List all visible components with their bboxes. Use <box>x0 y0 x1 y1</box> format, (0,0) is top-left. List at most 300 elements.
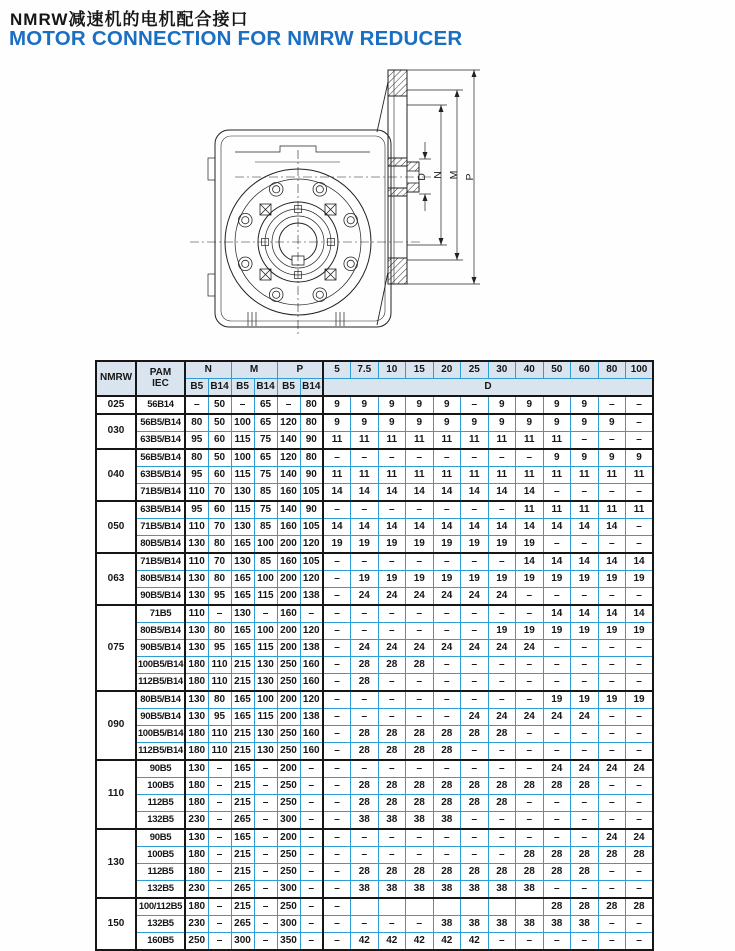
header-ratio: 60 <box>571 361 599 379</box>
table-cell: – <box>626 812 654 830</box>
table-cell: 24 <box>488 640 516 657</box>
table-cell: – <box>300 933 323 951</box>
table-row <box>96 571 653 588</box>
table-cell: 19 <box>626 691 654 709</box>
table-cell: – <box>208 881 231 899</box>
table-cell: 28 <box>406 743 434 761</box>
table-cell: – <box>378 623 406 640</box>
table-cell: 19 <box>351 536 379 554</box>
table-cell: 130 <box>231 484 254 502</box>
table-cell: 19 <box>598 623 626 640</box>
table-cell: 9 <box>543 449 571 467</box>
table-cell: 300 <box>277 881 300 899</box>
table-cell: 11 <box>323 467 351 484</box>
table-cell: 28 <box>461 795 489 812</box>
table-cell: 11 <box>543 432 571 450</box>
table-cell: 160 <box>300 726 323 743</box>
table-cell: – <box>626 674 654 692</box>
table-cell: – <box>543 588 571 606</box>
header-ratio: 10 <box>378 361 406 379</box>
table-cell <box>433 898 461 916</box>
table-cell: – <box>208 760 231 778</box>
pam-cell: 90B5 <box>136 760 185 778</box>
table-cell: – <box>461 623 489 640</box>
table-cell: – <box>254 795 277 812</box>
table-cell: 28 <box>461 726 489 743</box>
table-cell: 14 <box>543 519 571 536</box>
table-cell: 14 <box>461 484 489 502</box>
table-cell: 130 <box>185 760 208 778</box>
pam-cell: 80B5/B14 <box>136 691 185 709</box>
pam-cell: 63B5/B14 <box>136 467 185 484</box>
table-cell: 165 <box>231 829 254 847</box>
table-cell: – <box>626 743 654 761</box>
table-cell: 14 <box>378 484 406 502</box>
table-cell: 24 <box>543 709 571 726</box>
table-cell: 120 <box>300 691 323 709</box>
table-cell: 120 <box>300 571 323 588</box>
group-nmrw: 050 <box>96 501 136 553</box>
pam-cell: 63B5/B14 <box>136 501 185 519</box>
table-cell: 11 <box>406 432 434 450</box>
table-cell: 9 <box>516 396 544 414</box>
table-cell: 28 <box>488 778 516 795</box>
table-cell: – <box>433 605 461 623</box>
table-cell: 24 <box>433 640 461 657</box>
table-cell: 38 <box>351 881 379 899</box>
table-cell: 19 <box>351 571 379 588</box>
dim-label-m: M <box>448 170 460 180</box>
table-cell: 9 <box>433 414 461 432</box>
table-cell: – <box>598 432 626 450</box>
table-cell: 230 <box>185 881 208 899</box>
table-cell: – <box>461 501 489 519</box>
table-cell: 28 <box>406 795 434 812</box>
table-cell: 200 <box>277 588 300 606</box>
table-cell: – <box>378 691 406 709</box>
table-cell: – <box>254 933 277 951</box>
table-cell: 19 <box>461 571 489 588</box>
table-cell: – <box>323 657 351 674</box>
table-cell: – <box>351 829 379 847</box>
table-cell: 95 <box>185 432 208 450</box>
table-cell: – <box>378 449 406 467</box>
table-cell: 38 <box>516 916 544 933</box>
table-cell: 80 <box>208 623 231 640</box>
table-cell <box>516 898 544 916</box>
table-cell: – <box>626 588 654 606</box>
table-cell: – <box>516 743 544 761</box>
table-cell: 130 <box>185 829 208 847</box>
table-cell: 28 <box>351 657 379 674</box>
table-cell: – <box>516 605 544 623</box>
table-cell: 115 <box>254 588 277 606</box>
page-title-en: MOTOR CONNECTION FOR NMRW REDUCER <box>9 27 463 50</box>
table-cell: 130 <box>231 553 254 571</box>
table-cell: 70 <box>208 484 231 502</box>
table-cell: 14 <box>488 519 516 536</box>
table-cell: – <box>626 657 654 674</box>
table-cell: 180 <box>185 847 208 864</box>
table-cell: 180 <box>185 778 208 795</box>
table-row <box>96 536 653 554</box>
table-cell: 14 <box>323 519 351 536</box>
table-cell: 9 <box>351 396 379 414</box>
table-cell: 115 <box>231 432 254 450</box>
table-cell: 14 <box>516 519 544 536</box>
table-cell: 11 <box>323 432 351 450</box>
table-cell: 19 <box>516 623 544 640</box>
table-cell: – <box>598 640 626 657</box>
table-cell: 200 <box>277 829 300 847</box>
table-cell: – <box>351 691 379 709</box>
table-cell: 120 <box>300 536 323 554</box>
table-cell: 160 <box>300 743 323 761</box>
table-cell: 28 <box>378 864 406 881</box>
pam-cell: 132B5 <box>136 916 185 933</box>
table-cell: – <box>378 829 406 847</box>
table-cell: 28 <box>543 864 571 881</box>
table-cell: – <box>406 916 434 933</box>
table-cell: 14 <box>433 484 461 502</box>
table-cell: 100 <box>231 449 254 467</box>
table-cell: 11 <box>488 432 516 450</box>
table-cell: 14 <box>598 553 626 571</box>
table-cell: 50 <box>208 396 231 414</box>
table-cell: – <box>598 812 626 830</box>
table-cell: 38 <box>406 881 434 899</box>
table-cell: – <box>626 933 654 951</box>
table-cell: – <box>208 933 231 951</box>
table-cell: 180 <box>185 743 208 761</box>
table-cell: 95 <box>208 588 231 606</box>
table-cell: – <box>571 933 599 951</box>
table-cell: 9 <box>406 414 434 432</box>
table-cell: 24 <box>516 640 544 657</box>
table-cell: – <box>254 898 277 916</box>
table-cell: – <box>208 898 231 916</box>
table-row <box>96 691 653 709</box>
table-cell: – <box>488 501 516 519</box>
table-cell: 9 <box>488 414 516 432</box>
header-ratio: 20 <box>433 361 461 379</box>
table-cell: 110 <box>208 743 231 761</box>
table-cell: – <box>571 726 599 743</box>
table-cell: 9 <box>323 396 351 414</box>
table-cell: – <box>254 847 277 864</box>
table-cell: 19 <box>543 571 571 588</box>
table-cell: – <box>300 760 323 778</box>
table-cell: 9 <box>351 414 379 432</box>
table-cell: 19 <box>543 623 571 640</box>
table-cell: 215 <box>231 778 254 795</box>
table-cell: – <box>516 726 544 743</box>
header-subcol: B14 <box>300 379 323 397</box>
table-cell: – <box>516 449 544 467</box>
table-cell: 24 <box>406 640 434 657</box>
table-cell: 105 <box>300 519 323 536</box>
table-cell: 130 <box>254 674 277 692</box>
table-cell: 11 <box>543 467 571 484</box>
pam-cell: 132B5 <box>136 812 185 830</box>
table-cell: 130 <box>185 691 208 709</box>
table-cell: 24 <box>626 760 654 778</box>
table-cell: 11 <box>571 501 599 519</box>
table-cell: – <box>543 881 571 899</box>
pam-cell: 90B5/B14 <box>136 588 185 606</box>
table-cell: 130 <box>254 657 277 674</box>
table-cell: 38 <box>461 916 489 933</box>
table-cell: – <box>323 640 351 657</box>
table-cell: – <box>488 760 516 778</box>
table-cell: 28 <box>543 847 571 864</box>
table-cell: 28 <box>406 864 434 881</box>
table-cell: – <box>323 795 351 812</box>
table-row <box>96 484 653 502</box>
table-cell: – <box>598 484 626 502</box>
table-cell: 80 <box>185 449 208 467</box>
table-cell: 200 <box>277 623 300 640</box>
table-cell: – <box>351 553 379 571</box>
table-cell: 215 <box>231 674 254 692</box>
table-cell: – <box>208 864 231 881</box>
header-subcol: B5 <box>277 379 300 397</box>
table-cell: 38 <box>433 916 461 933</box>
table-cell: – <box>543 829 571 847</box>
table-cell: 90 <box>300 467 323 484</box>
page-title-cn: NMRW减速机的电机配合接口 <box>10 10 249 29</box>
table-cell: – <box>208 916 231 933</box>
table-cell: – <box>626 726 654 743</box>
table-cell: 120 <box>300 623 323 640</box>
table-cell: 165 <box>231 640 254 657</box>
reducer-technical-drawing <box>180 62 510 362</box>
table-cell: – <box>433 553 461 571</box>
table-cell: 9 <box>598 449 626 467</box>
table-cell: – <box>433 691 461 709</box>
table-cell: 28 <box>516 847 544 864</box>
table-cell: 28 <box>488 726 516 743</box>
table-cell: – <box>571 432 599 450</box>
table-cell: 110 <box>185 605 208 623</box>
table-cell: 138 <box>300 640 323 657</box>
table-cell: 9 <box>543 414 571 432</box>
table-cell: 11 <box>626 501 654 519</box>
table-cell: 120 <box>277 414 300 432</box>
table-cell: – <box>433 623 461 640</box>
table-cell: 180 <box>185 864 208 881</box>
table-cell: – <box>323 847 351 864</box>
table-cell: 60 <box>208 432 231 450</box>
table-cell: 28 <box>351 726 379 743</box>
table-cell: – <box>461 847 489 864</box>
header-subcol: B5 <box>185 379 208 397</box>
table-cell: 24 <box>571 709 599 726</box>
table-cell: – <box>598 743 626 761</box>
table-header <box>96 361 653 396</box>
table-row <box>96 396 653 414</box>
table-cell: 24 <box>598 760 626 778</box>
table-cell: 19 <box>378 571 406 588</box>
table-cell: 28 <box>461 778 489 795</box>
table-cell: 130 <box>185 571 208 588</box>
table-cell: 50 <box>208 449 231 467</box>
table-cell: – <box>598 864 626 881</box>
table-cell: 28 <box>571 847 599 864</box>
table-cell: – <box>461 743 489 761</box>
table-cell: 24 <box>378 640 406 657</box>
table-cell: – <box>300 605 323 623</box>
table-cell: 250 <box>277 778 300 795</box>
table-cell: – <box>543 743 571 761</box>
table-cell: – <box>351 623 379 640</box>
table-cell: 110 <box>208 674 231 692</box>
table-cell: 28 <box>543 778 571 795</box>
table-cell: – <box>300 778 323 795</box>
table-cell: 14 <box>378 519 406 536</box>
pam-cell: 90B5/B14 <box>136 709 185 726</box>
table-cell: 11 <box>516 501 544 519</box>
table-cell: 11 <box>461 467 489 484</box>
table-cell: – <box>351 501 379 519</box>
table-cell: 165 <box>231 588 254 606</box>
table-cell: – <box>488 449 516 467</box>
pam-cell: 112B5 <box>136 795 185 812</box>
table-cell: 100 <box>254 691 277 709</box>
table-cell: 200 <box>277 760 300 778</box>
table-cell: – <box>516 829 544 847</box>
table-cell: 24 <box>598 829 626 847</box>
table-cell: – <box>598 795 626 812</box>
pam-cell: 71B5/B14 <box>136 484 185 502</box>
table-cell: 42 <box>406 933 434 951</box>
table-cell: – <box>351 709 379 726</box>
table-cell: 11 <box>461 432 489 450</box>
pam-cell: 100B5/B14 <box>136 657 185 674</box>
table-cell: 180 <box>185 674 208 692</box>
table-cell: – <box>208 795 231 812</box>
table-cell <box>406 898 434 916</box>
table-cell: 180 <box>185 898 208 916</box>
table-cell: 250 <box>277 743 300 761</box>
table-row <box>96 623 653 640</box>
table-cell: 138 <box>300 588 323 606</box>
table-row <box>96 864 653 881</box>
pam-cell: 80B5/B14 <box>136 536 185 554</box>
table-cell: – <box>461 605 489 623</box>
table-cell: – <box>543 726 571 743</box>
table-cell: 28 <box>351 795 379 812</box>
table-cell: – <box>516 795 544 812</box>
group-nmrw: 063 <box>96 553 136 605</box>
table-cell: 11 <box>626 467 654 484</box>
pam-cell: 100B5/B14 <box>136 726 185 743</box>
table-cell: 19 <box>488 536 516 554</box>
table-cell: – <box>461 829 489 847</box>
table-cell: 28 <box>433 726 461 743</box>
table-cell: 19 <box>571 571 599 588</box>
table-cell: 115 <box>231 501 254 519</box>
table-cell: 250 <box>277 657 300 674</box>
table-cell: 19 <box>598 571 626 588</box>
table-cell: – <box>488 933 516 951</box>
table-cell: 11 <box>598 501 626 519</box>
table-cell: – <box>323 553 351 571</box>
table-cell: – <box>254 605 277 623</box>
table-cell: 105 <box>300 484 323 502</box>
table-body <box>96 396 653 950</box>
table-cell: 215 <box>231 726 254 743</box>
table-row <box>96 726 653 743</box>
table-cell: 250 <box>277 864 300 881</box>
table-row <box>96 829 653 847</box>
table-cell: – <box>516 760 544 778</box>
table-cell: 28 <box>406 726 434 743</box>
table-cell: 250 <box>277 795 300 812</box>
table-cell: 130 <box>254 743 277 761</box>
pam-cell: 112B5/B14 <box>136 674 185 692</box>
table-cell: – <box>323 933 351 951</box>
table-cell: – <box>277 396 300 414</box>
table-cell: 165 <box>231 571 254 588</box>
table-row <box>96 847 653 864</box>
table-cell: 50 <box>208 414 231 432</box>
table-cell: 28 <box>461 864 489 881</box>
table-cell: 160 <box>277 484 300 502</box>
table-cell: – <box>323 709 351 726</box>
table-cell: 9 <box>488 396 516 414</box>
table-cell: – <box>300 864 323 881</box>
table-row <box>96 519 653 536</box>
table-row <box>96 674 653 692</box>
table-cell: – <box>626 916 654 933</box>
table-cell: 11 <box>351 467 379 484</box>
table-cell: 110 <box>185 553 208 571</box>
table-cell: 28 <box>433 795 461 812</box>
table-cell <box>461 898 489 916</box>
pam-cell: 132B5 <box>136 881 185 899</box>
table-cell: 70 <box>208 519 231 536</box>
table-cell: – <box>626 432 654 450</box>
table-cell: 250 <box>185 933 208 951</box>
table-cell: 19 <box>516 571 544 588</box>
header-subcol: B14 <box>254 379 277 397</box>
table-cell: 24 <box>433 588 461 606</box>
table-cell: 24 <box>571 760 599 778</box>
table-cell: 9 <box>571 396 599 414</box>
pam-cell: 71B5/B14 <box>136 553 185 571</box>
table-cell: – <box>516 933 544 951</box>
table-cell: 9 <box>323 414 351 432</box>
table-cell: 19 <box>406 571 434 588</box>
table-cell: 100 <box>254 623 277 640</box>
table-cell <box>378 898 406 916</box>
table-cell: 9 <box>598 414 626 432</box>
table-cell: 24 <box>488 709 516 726</box>
table-cell: – <box>543 674 571 692</box>
table-row <box>96 553 653 571</box>
table-cell: 70 <box>208 553 231 571</box>
table-cell: 19 <box>433 536 461 554</box>
table-cell <box>351 898 379 916</box>
table-cell: 9 <box>571 414 599 432</box>
table-cell: – <box>406 623 434 640</box>
table-cell: 14 <box>543 605 571 623</box>
table-cell: 24 <box>516 709 544 726</box>
table-cell: 14 <box>626 553 654 571</box>
table-cell: 11 <box>516 467 544 484</box>
table-row <box>96 449 653 467</box>
